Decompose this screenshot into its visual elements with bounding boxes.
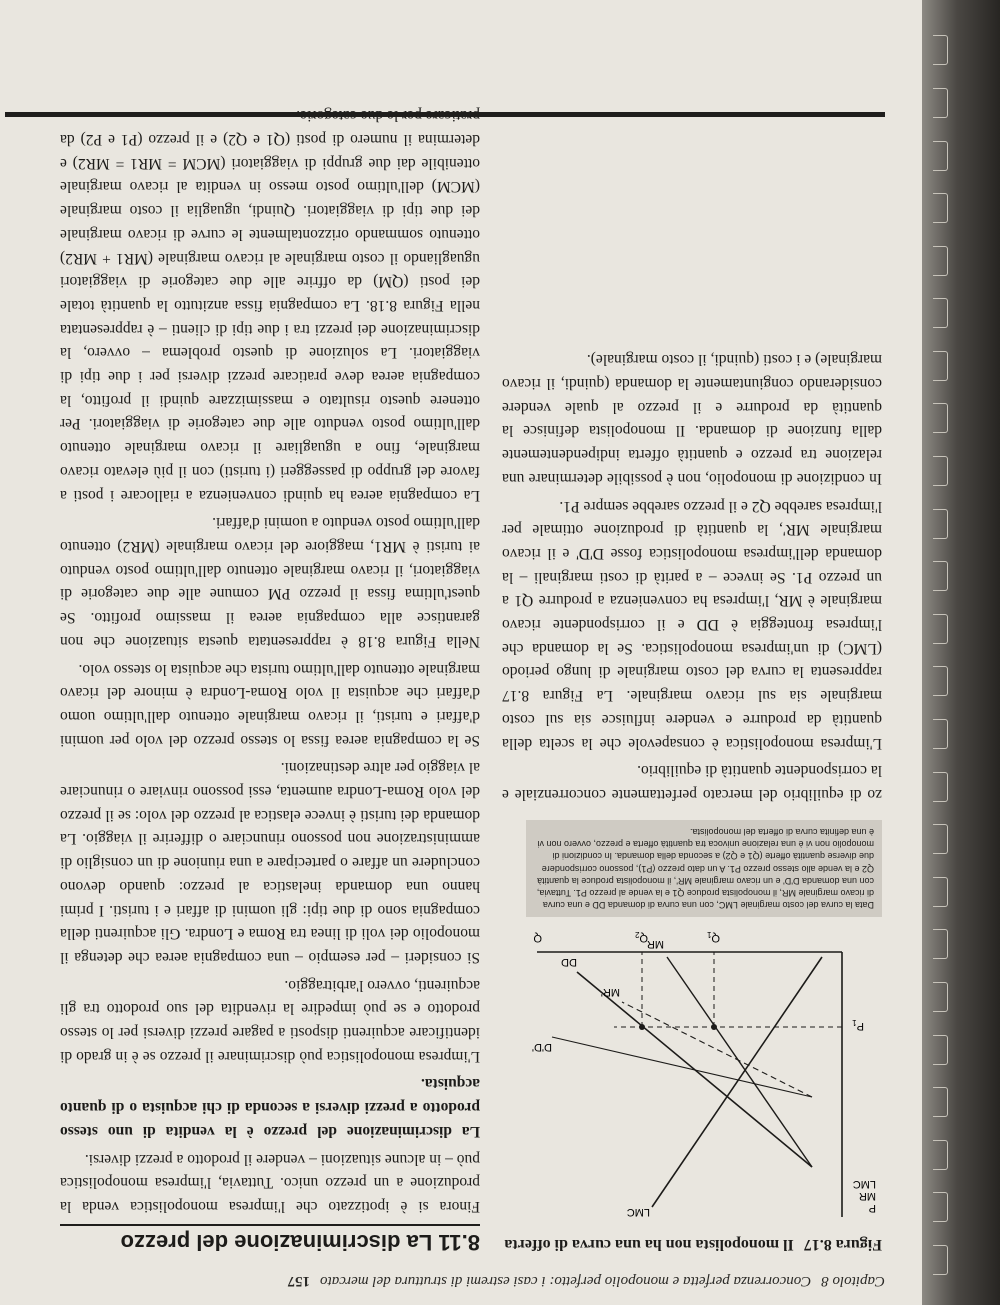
label-mr-prime: MR'	[600, 986, 620, 998]
x-label-q1: $Q_1$	[706, 930, 720, 944]
x-label-q2: $Q_2$	[634, 930, 648, 944]
binding-edge	[922, 0, 1000, 1305]
figure-caption: Data la curva del costo marginale LMC, con una curva di domanda DD e una curva di ricavo marginale MR, il monopolista produce Q1 e la vende al prezzo P1. Tuttavia, con una domanda D'D' e un ricavo marginale MR', il monopolista produce la quantità Q2 e la vende allo stesso prezzo P1. A un dato prezzo (P1), possono corrispondere due diverse quantità offerte (Q1 e Q2) a seconda della domanda. In condizioni di monopolio non vi è una relazione univoca tra quantità offerta e prezzo, ovvero non vi è una definita curva di offerta del monopolista.	[526, 820, 882, 917]
equilibrium-point-2	[639, 1024, 645, 1030]
label-lmc: LMC	[626, 1206, 650, 1218]
section-number: 8.11	[438, 1230, 480, 1255]
binder-marks	[930, 35, 948, 1275]
y-label-mr: MR	[858, 1190, 876, 1202]
label-dd: DD	[561, 956, 577, 968]
right-paragraph-7: La compagnia aerea ha quindi convenienza a riallocare i posti a favore del gruppo di passeggeri (i turisti) con il più elevato ricavo marginale, fino a uguagliare il ricavo marginale ottenuto dall'ultimo posto venduto alle due categorie di viaggiatori. Per ottenere questo risultato e massimizzare quindi il profitto, la compagnia aerea deve praticare prezzi diversi per i due tipi di viaggiatori. La soluzione di questo problema – ovvero, la discriminazione dei prezzi tra i due tipi di clienti – è rappresentata nella Figura 8.18. La compagnia fissa anzitutto la quantità totale dei posti (QM) da offrire alle due categorie di viaggiatori uguagliando il costo marginale al ricavo marginale (MR1 + MR2) ottenuto sommando orizzontalmente le curve di ricavo marginale dei due tipi di viaggiatori. Quindi, uguaglia il costo marginale (MCM) dell'ultimo posto messo in vendita al ricavo marginale ottenibile dai due gruppi di viaggiatori (MCM = MR1 = MR2) e determina il numero di posti (Q1 e Q2) e il prezzo (P1 e P2) da	[60, 131, 480, 504]
y-label-p: P	[868, 1202, 876, 1214]
right-column	[60, 100, 480, 1265]
equilibrium-point-1	[711, 1024, 717, 1030]
right-paragraph-5: Se la compagnia aerea fissa lo stesso prezzo del volo per uomini d'affari e turisti, il ricavo marginale ottenuto dall'ultimo uomo d'affari che acquista il volo Roma-Londra è minore del ricavo marginale ottenuto dall'ultimo turista che acquista lo stesso volo.	[60, 660, 480, 749]
left-paragraph-2: L'impresa monopolistica è consapevole che la scelta della quantità da produrre e vendere influisce sia sul costo marginale sia sul ricavo marginale. La Figura 8.17 rappresenta la curva del costo marginale di lungo periodo (LMC) di un'impresa monopolistica. Se la domanda che l'impresa fronteggia è DD e il corrispondente ricavo marginale è MR, l'impresa ha convenienza a produrre Q1 a un prezzo P1. Se invece – a parità di costi marginali – la domanda dell'impresa monopolistica fosse D'D' e il ricavo marginale MR', la quantità di produzione ottimale per l'impresa sarebbe Q2 e il prezzo sarebbe sempre P1.	[502, 497, 882, 752]
definition-box: La discriminazione del prezzo è la vendita di uno stesso prodotto a prezzi diversi a seconda di chi acquista o di quanto acquista.	[60, 1075, 480, 1140]
y-label-lmc: LMC	[852, 1178, 876, 1190]
figure-label: Figura 8.17	[803, 1236, 882, 1253]
label-mr: MR	[646, 938, 664, 950]
lmc-curve	[652, 957, 822, 1207]
right-paragraph-4: Si consideri – per esempio – una compagnia aerea che detenga il monopolio dei voli di linea tra Roma e Londra. Gli acquirenti della compagnia sono di due tipi: gli uomini di affari e i turisti. I primi hanno una domanda inelastica al prezzo: quando devono concludere un affare o partecipare a una riunione di un consiglio di amministrazione non possono rinunciare o differire il viaggio. La domanda dei turisti è invece elastica al prezzo del volo: se il prezzo del volo Roma-Londra aumenta, essi possono rinviare o rinunciare al viaggio per altre destinazioni.	[60, 759, 480, 966]
left-paragraph-1: zo di equilibrio del mercato perfettamente concorrenziale e la corrispondente quantità di equilibrio.	[502, 762, 882, 804]
left-paragraph-3: In condizione di monopolio, non è possibile determinare una relazione tra prezzo e quantità offerta indipendentemente dalla funzione di domanda. Il monopolista definisce la quantità da produrre e il prezzo al quale vendere considerando congiuntamente la domanda (quindi, il ricavo marginale) e i costi (quindi, il costo marginale).	[502, 351, 882, 487]
d-prime-curve	[552, 1037, 812, 1097]
diagram-svg	[522, 927, 882, 1227]
right-paragraph-3: L'impresa monopolistica può discriminare il prezzo se è in grado di identificare acquirenti disposti a pagare prezzi diversi per lo stesso prodotto e se può impedire la rivendita del suo prodotto tra gli acquirenti, ovvero l'arbitraggio.	[60, 976, 480, 1065]
running-head	[85, 1263, 885, 1289]
section-heading	[60, 1224, 480, 1255]
left-text	[502, 348, 882, 806]
page-number: 157	[287, 1273, 311, 1289]
x-axis-label: Q	[533, 932, 542, 944]
figure-diagram	[522, 927, 882, 1227]
chapter-label: Capitolo 8	[821, 1273, 885, 1289]
label-d-prime: D'D'	[531, 1041, 552, 1053]
figure-title-text: Il monopolista non ha una curva di offerta	[504, 1236, 794, 1253]
chapter-title: Concorrenza perfetta e monopolio perfetto: i casi estremi di struttura del mercato	[320, 1273, 812, 1289]
mr-prime-curve	[622, 1002, 812, 1097]
left-column	[502, 344, 882, 1253]
section-title: La discriminazione del prezzo	[120, 1230, 433, 1255]
figure-title	[502, 1235, 882, 1253]
price-label: $P_1$	[852, 1018, 864, 1032]
bottom-rule	[5, 112, 885, 117]
mr-curve	[667, 957, 812, 1167]
right-paragraph-1: Finora si è ipotizzato che l'impresa monopolistica venda la produzione a un prezzo unico. Tuttavia, l'impresa monopolistica può – in alcune situazioni – vendere il prodotto a prezzi diversi.	[60, 1150, 480, 1215]
right-paragraph-6: Nella Figura 8.18 è rappresentata questa situazione che non garantisce alla compagnia aerea il massimo profitto. Se quest'ultima fissa il prezzo PM comune alle due categorie di viaggiatori, il ricavo marginale ottenuto dall'ultimo posto venduto ai turisti è MR1, maggiore del ricavo marginale (MR2) ottenuto dall'ultimo posto venduto a uomini d'affari.	[60, 514, 480, 650]
